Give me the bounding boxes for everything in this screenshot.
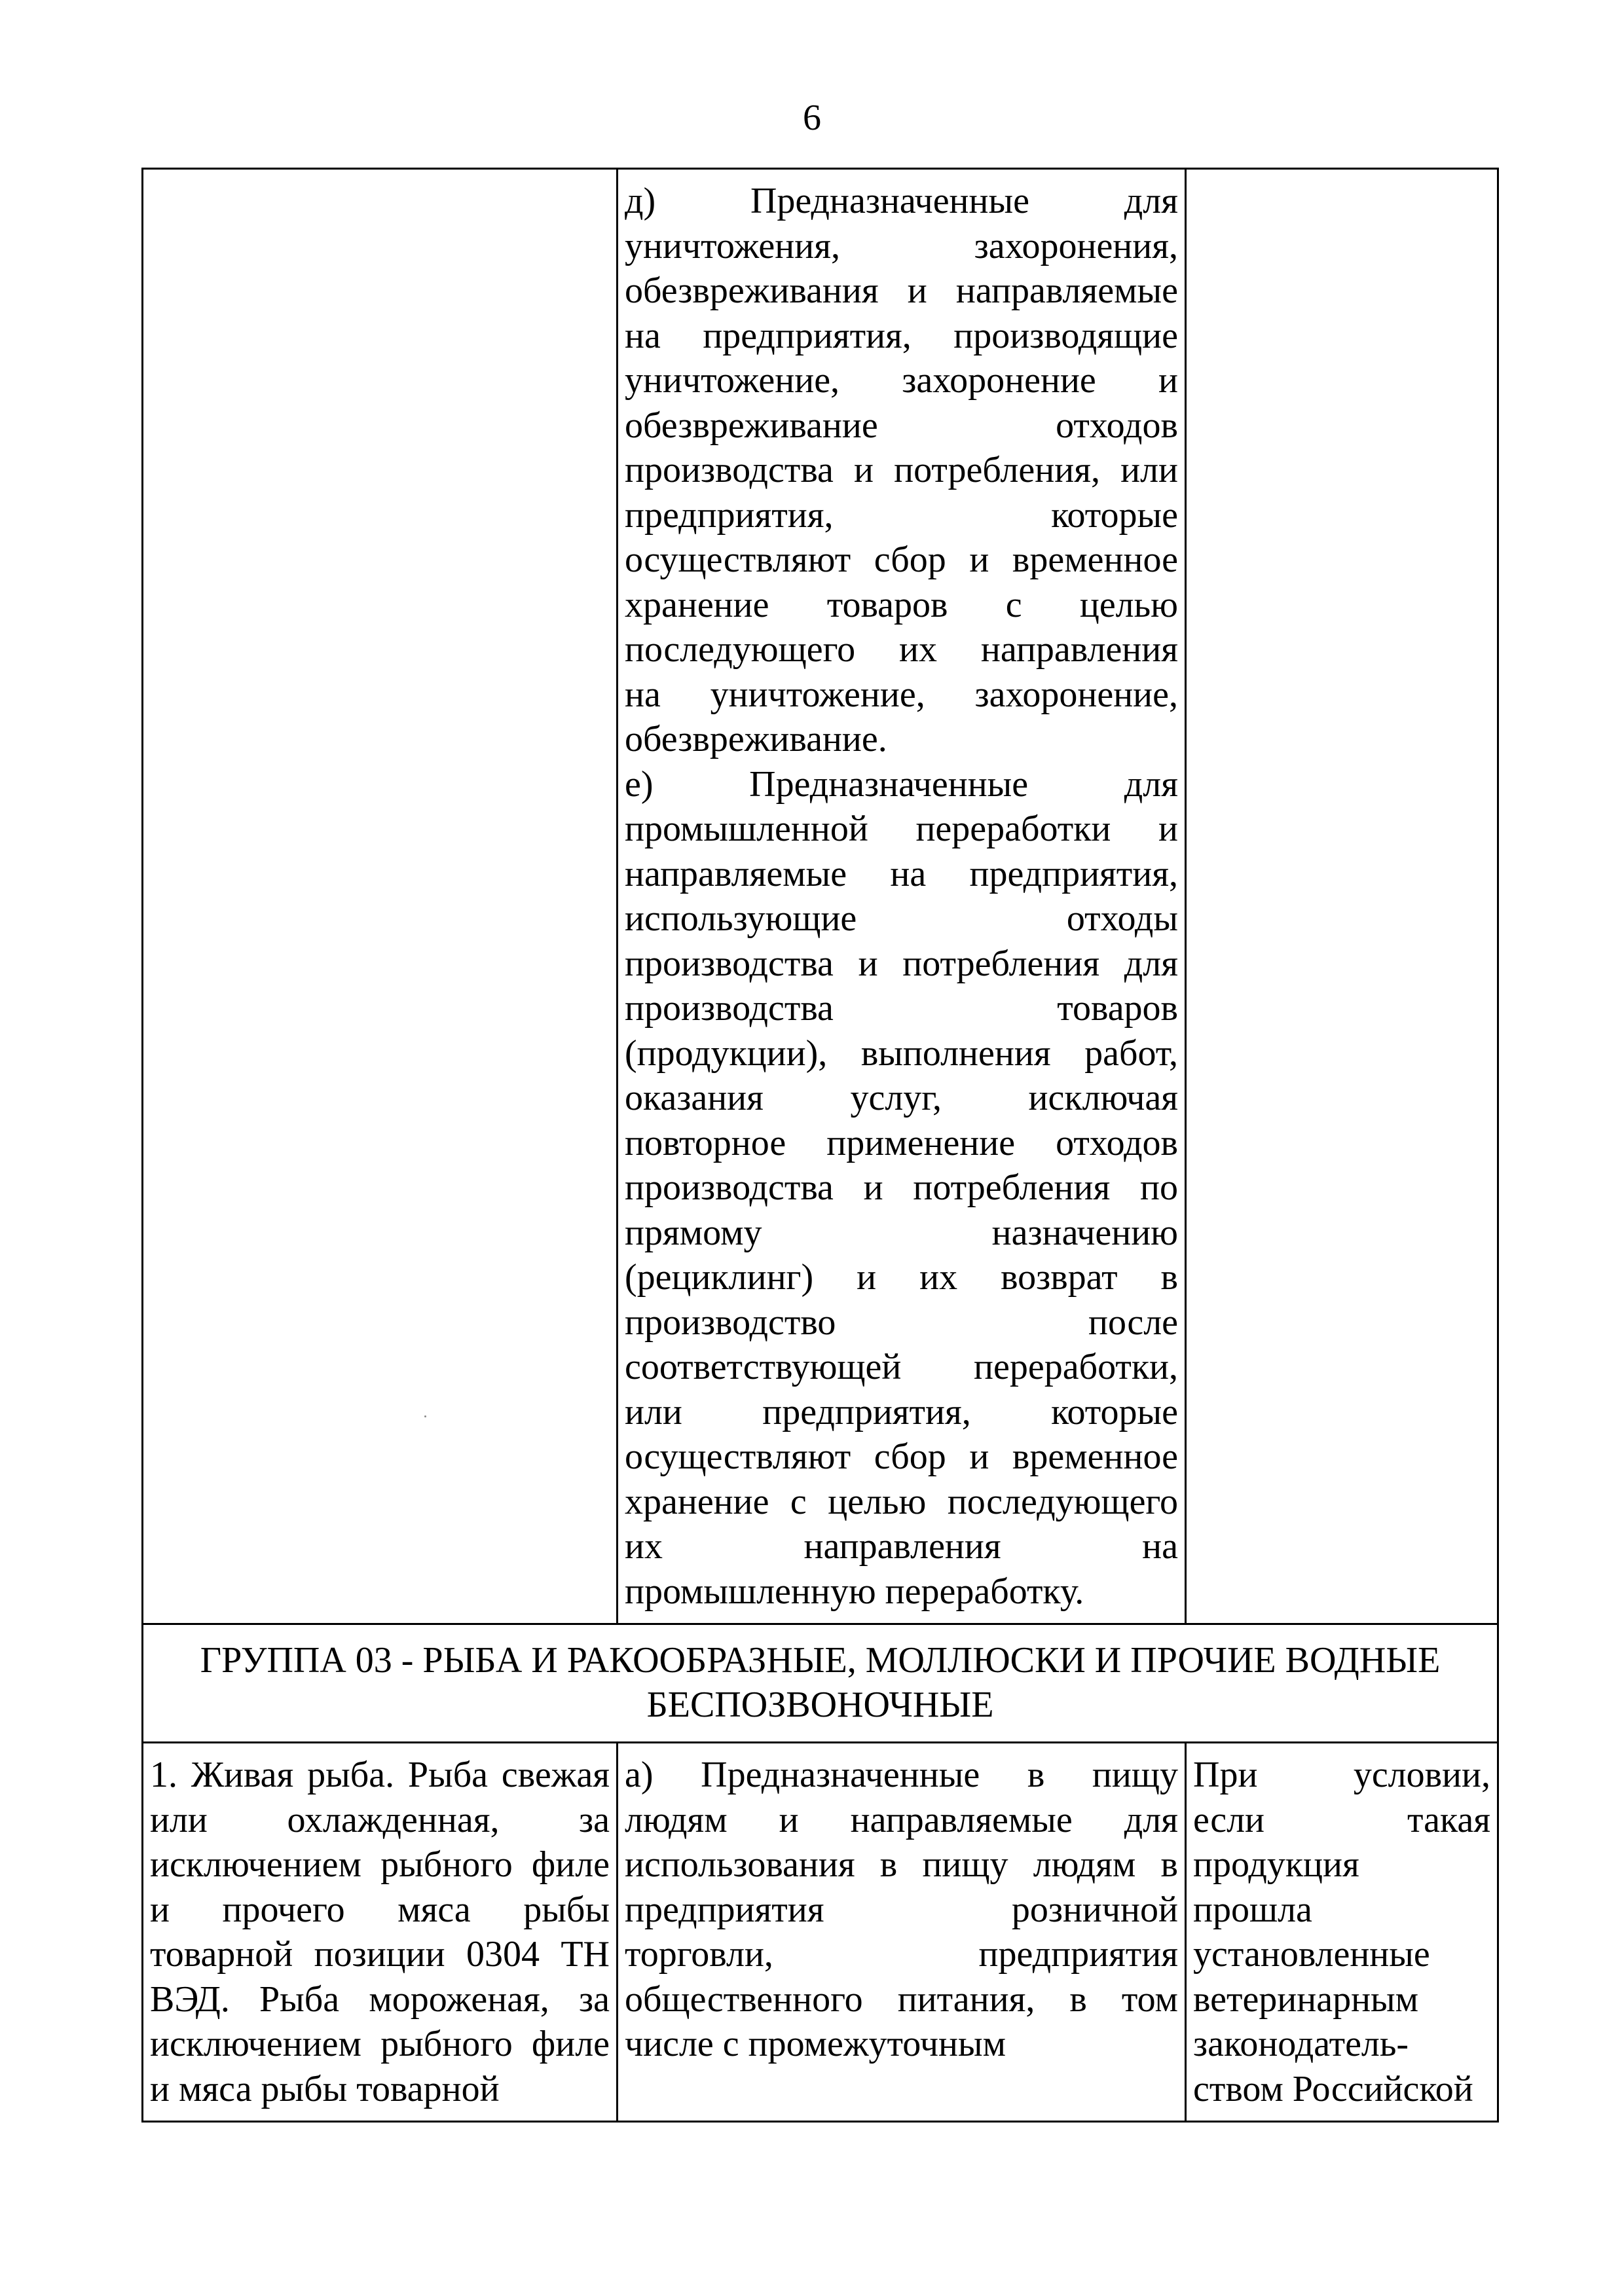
row2-col1-text-line: товарной позиции 0304 ТН xyxy=(150,1934,610,1975)
row1-col2-text-line: на уничтожение, захоронение, xyxy=(625,674,1178,715)
table-row-continuation xyxy=(143,169,1498,1624)
row1-col2-text-line: их направления на xyxy=(625,1526,1178,1567)
scan-speck xyxy=(424,1415,426,1417)
row1-col2-text-line: производства и потребления, или xyxy=(625,450,1178,490)
row1-col2-text-line: прямому назначению xyxy=(625,1212,1178,1253)
row2-col1-cell xyxy=(143,1743,618,2122)
row2-col1-text-line: и мяса рыбы товарной xyxy=(150,2068,500,2109)
row1-col2-text-line: на предприятия, производящие xyxy=(625,315,1178,356)
row1-col2-text-line: предприятия, которые xyxy=(625,494,1178,536)
row1-col2-text-line: производства товаров xyxy=(625,988,1178,1029)
row1-col2-text-line: производство после xyxy=(625,1302,1178,1343)
row1-col2-text-line: последующего их направления xyxy=(625,629,1178,670)
row1-col2-text-line: (продукции), выполнения работ, xyxy=(625,1032,1178,1074)
group-header-line-1: ГРУППА 03 - РЫБА И РАКООБРАЗНЫЕ, МОЛЛЮСКИ И ПРОЧИЕ ВОДНЫЕ xyxy=(200,1640,1441,1681)
row2-col1-text xyxy=(150,1743,610,2121)
row2-col3-text xyxy=(1193,1743,1490,2121)
group-header-cell xyxy=(143,1624,1498,1743)
row1-col2-text-line: уничтожения, захоронения, xyxy=(625,225,1178,266)
row2-col1-text-line: или охлажденная, за xyxy=(150,1799,610,1840)
row2-col2-text-line: торговли, предприятия xyxy=(625,1934,1178,1975)
row1-col2-text-line: уничтожение, захоронение и xyxy=(625,360,1178,401)
row1-col2-text-line: соответствующей переработки, xyxy=(625,1347,1178,1387)
row2-col3-text-line: ветеринарным xyxy=(1193,1978,1419,2020)
group-header-line-2: БЕСПОЗВОНОЧНЫЕ xyxy=(646,1685,994,1725)
row1-col2-cell xyxy=(618,169,1186,1624)
row1-col2-text-line: осуществляют сбор и временное xyxy=(625,539,1178,580)
row2-col1-text-line: и прочего мяса рыбы xyxy=(150,1889,610,1930)
row2-col3-text-line: прошла xyxy=(1193,1889,1312,1930)
row2-col3-cell xyxy=(1186,1743,1498,2122)
row2-col2-text-line: числе с промежуточным xyxy=(625,2024,1006,2064)
row1-col2-text-line: осуществляют сбор и временное xyxy=(625,1436,1178,1477)
row1-col2-text-line: оказания услуг, исключая xyxy=(625,1078,1178,1118)
row2-col3-text-line: При условии, xyxy=(1193,1755,1490,1795)
row2-col1-text-line: исключением рыбного филе xyxy=(150,1844,610,1885)
row2-col3-text-line: установленные xyxy=(1193,1934,1430,1975)
row2-col3-text-line: продукция xyxy=(1193,1844,1359,1885)
row1-col2-text-line: направляемые на предприятия, xyxy=(625,853,1178,894)
row2-col1-text-line: исключением рыбного филе xyxy=(150,2024,610,2064)
row1-col2-text-line: или предприятия, которые xyxy=(625,1391,1178,1432)
row2-col3-text-line: законодатель- xyxy=(1193,2024,1409,2064)
row1-col2-text-line: хранение товаров с целью xyxy=(625,584,1178,625)
row2-col2-cell xyxy=(618,1743,1186,2122)
row1-col2-text xyxy=(625,170,1178,1623)
row1-col2-text-line: обезвреживание отходов xyxy=(625,405,1178,446)
row1-col2-text-line: обезвреживание. xyxy=(625,719,887,759)
row1-col2-text-line: производства и потребления для xyxy=(625,943,1178,984)
row1-col1-cell xyxy=(143,169,618,1624)
row2-col2-text xyxy=(625,1743,1178,2076)
row2-col2-text-line: а) Предназначенные в пищу xyxy=(625,1755,1178,1795)
row2-col2-text-line: предприятия розничной xyxy=(625,1889,1178,1930)
table-row-item-1 xyxy=(143,1743,1498,2122)
row2-col1-text-line: 1. Живая рыба. Рыба свежая xyxy=(150,1755,610,1795)
row1-col2-text-line: производства и потребления по xyxy=(625,1167,1178,1208)
row1-col2-text-line: промышленной переработки и xyxy=(625,809,1178,849)
row2-col3-text-line: ством Российской xyxy=(1193,2068,1473,2109)
page-number: 6 xyxy=(803,98,821,138)
row2-col2-text-line: общественного питания, в том xyxy=(625,1978,1178,2020)
row2-col1-text-line: ВЭД. Рыба мороженая, за xyxy=(150,1978,610,2020)
row1-col2-text-line: промышленную переработку. xyxy=(625,1571,1084,1612)
row2-col2-text-line: людям и направляемые для xyxy=(625,1799,1178,1840)
row1-col2-text-line: повторное применение отходов xyxy=(625,1122,1178,1163)
table-row-group-header xyxy=(143,1624,1498,1743)
row1-col2-text-line: е) Предназначенные для xyxy=(625,763,1178,805)
row1-col2-text-line: (рециклинг) и их возврат в xyxy=(625,1257,1178,1298)
row2-col2-text-line: использования в пищу людям в xyxy=(625,1844,1178,1885)
row1-col2-text-line: хранение с целью последующего xyxy=(625,1481,1178,1522)
row1-col3-cell xyxy=(1186,169,1498,1624)
row1-col1-text xyxy=(150,170,610,188)
row1-col2-text-line: д) Предназначенные для xyxy=(625,181,1178,221)
document-table xyxy=(141,168,1499,2123)
row1-col2-text-line: использующие отходы xyxy=(625,898,1178,939)
row2-col3-text-line: если такая xyxy=(1193,1799,1490,1840)
row1-col3-text xyxy=(1193,170,1490,188)
row1-col2-text-line: обезвреживания и направляемые xyxy=(625,270,1178,311)
